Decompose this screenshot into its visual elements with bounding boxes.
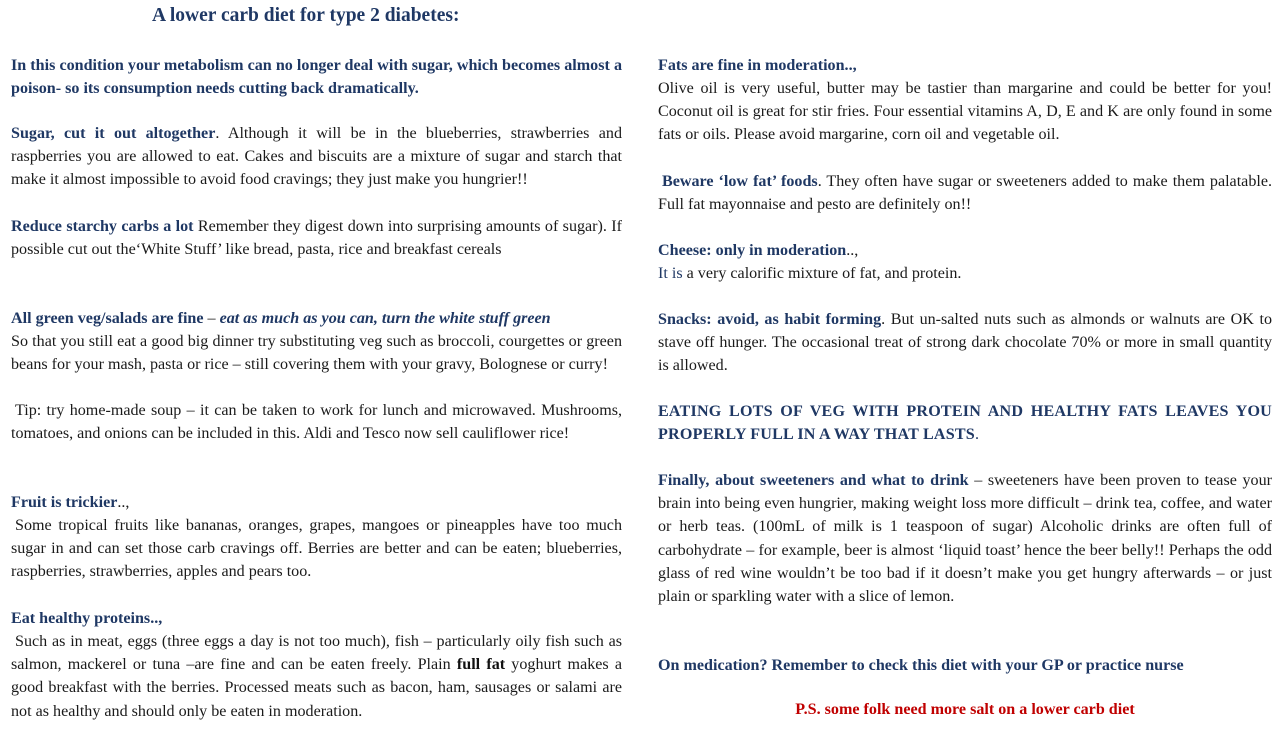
protein-heading: Eat healthy proteins.., xyxy=(11,610,163,627)
caps-text: EATING LOTS OF VEG WITH PROTEIN AND HEALTHY FATS LEAVES YOU PROPERLY FULL IN A WAY THAT LASTS xyxy=(658,403,1272,444)
starch-text: Remember they digest down into surprising amounts of sugar). If possible cut out the‘White Stuff’ like bread, pasta, rice and breakfast cereals xyxy=(11,218,622,259)
snacks-heading: Snacks: avoid, as habit forming xyxy=(658,311,882,328)
intro-paragraph: In this condition your metabolism can no longer deal with sugar, which becomes almost a poison- so its consumption needs cutting back dramatically. xyxy=(11,57,622,98)
snacks-paragraph xyxy=(658,308,1272,378)
ps-note: P.S. some folk need more salt on a lower carb diet xyxy=(795,701,1135,718)
veg-heading-line xyxy=(11,307,622,330)
medication-note: On medication? Remember to check this diet with your GP or practice nurse xyxy=(658,657,1184,674)
drink-paragraph xyxy=(658,469,1272,608)
starch-heading: Reduce starchy carbs a lot xyxy=(11,218,194,235)
veg-dash: – xyxy=(203,310,220,327)
fruit-heading-tail: .., xyxy=(117,494,130,511)
fruit-heading: Fruit is trickier xyxy=(11,494,118,511)
cheese-paragraph xyxy=(658,262,1272,285)
lowfat-paragraph xyxy=(658,170,1272,216)
sugar-paragraph xyxy=(11,122,622,192)
page-title: A lower carb diet for type 2 diabetes: xyxy=(152,5,460,26)
cheese-text: a very calorific mixture of fat, and protein. xyxy=(682,265,962,282)
veg-italic: eat as much as you can, turn the white stuff green xyxy=(219,310,551,327)
lowfat-heading: Beware ‘low fat’ foods xyxy=(662,173,818,190)
cheese-heading-tail: .., xyxy=(846,242,859,259)
fats-paragraph: Olive oil is very useful, butter may be tastier than margarine and could be better for you! Coconut oil is great for stir fries. Four essential vitamins A, D, E and K are only found in some fats or oils. Please avoid margarine, corn oil and vegetable oil. xyxy=(658,80,1272,144)
caps-period: . xyxy=(974,426,979,444)
sugar-text: . Although it will be in the blueberries, strawberries and raspberries you are allowed to eat. Cakes and biscuits are a mixture of sugar and starch that make it almost impossible to avoid food cravings; they just make you hungrier!! xyxy=(11,125,622,189)
protein-text-b: yoghurt makes a good breakfast with the berries. Processed meats such as bacon, ham, sausages or salami are not as healthy and should only be eaten in moderation. xyxy=(11,656,623,720)
tip-paragraph: Tip: try home-made soup – it can be taken to work for lunch and microwaved. Mushrooms, tomatoes, and onions can be included in this. Aldi and Tesco now sell cauliflower rice! xyxy=(11,402,622,443)
fruit-heading-line xyxy=(11,491,622,514)
cheese-blue-text: It is xyxy=(658,265,683,282)
protein-paragraph xyxy=(11,630,622,723)
fats-heading: Fats are fine in moderation.., xyxy=(658,57,857,74)
fruit-paragraph: Some tropical fruits like bananas, oranges, grapes, mangoes or pineapples have too much sugar in and can set those carb cravings off. Berries are better and can be eaten; blueberries, raspberries, strawberries, apples and pears too. xyxy=(11,517,622,581)
starch-paragraph xyxy=(11,215,622,261)
caps-statement xyxy=(658,400,1272,446)
snacks-text: . But un-salted nuts such as almonds or walnuts are OK to stave off hunger. The occasional treat of strong dark chocolate 70% or more in small quantity is allowed. xyxy=(658,311,1273,375)
protein-text-a: Such as in meat, eggs (three eggs a day is not too much), fish – particularly oily fish such as salmon, mackerel or tuna –are fine and can be eaten freely. Plain xyxy=(11,633,622,674)
veg-paragraph: So that you still eat a good big dinner try substituting veg such as broccoli, courgettes or green beans for your mash, pasta or rice – still covering them with your gravy, Bolognese or curry! xyxy=(11,333,622,374)
cheese-heading-line xyxy=(658,239,1272,262)
sugar-heading: Sugar, cut it out altogether xyxy=(11,125,216,142)
cheese-heading: Cheese: only in moderation xyxy=(658,242,847,259)
protein-bold: full fat xyxy=(456,656,506,674)
drink-text: – sweeteners have been proven to tease your brain into being even hungrier, making weight loss more difficult – drink tea, coffee, and water or herb teas. (100mL of milk is 1 teaspoon of sugar) Alcoholic drinks are often full of carbohydrate – for example, beer is almost ‘liquid toast’ hence the beer belly!! Perhaps the odd glass of red wine wouldn’t be too bad if it doesn’t make you get hungry afterwards – or just plain or sparkling water with a slice of lemon. xyxy=(658,472,1272,606)
veg-heading: All green veg/salads are fine xyxy=(11,310,204,327)
drink-heading: Finally, about sweeteners and what to drink xyxy=(658,472,969,489)
lowfat-text: . They often have sugar or sweeteners added to make them palatable. Full fat mayonnaise and pesto are definitely on!! xyxy=(658,173,1273,214)
